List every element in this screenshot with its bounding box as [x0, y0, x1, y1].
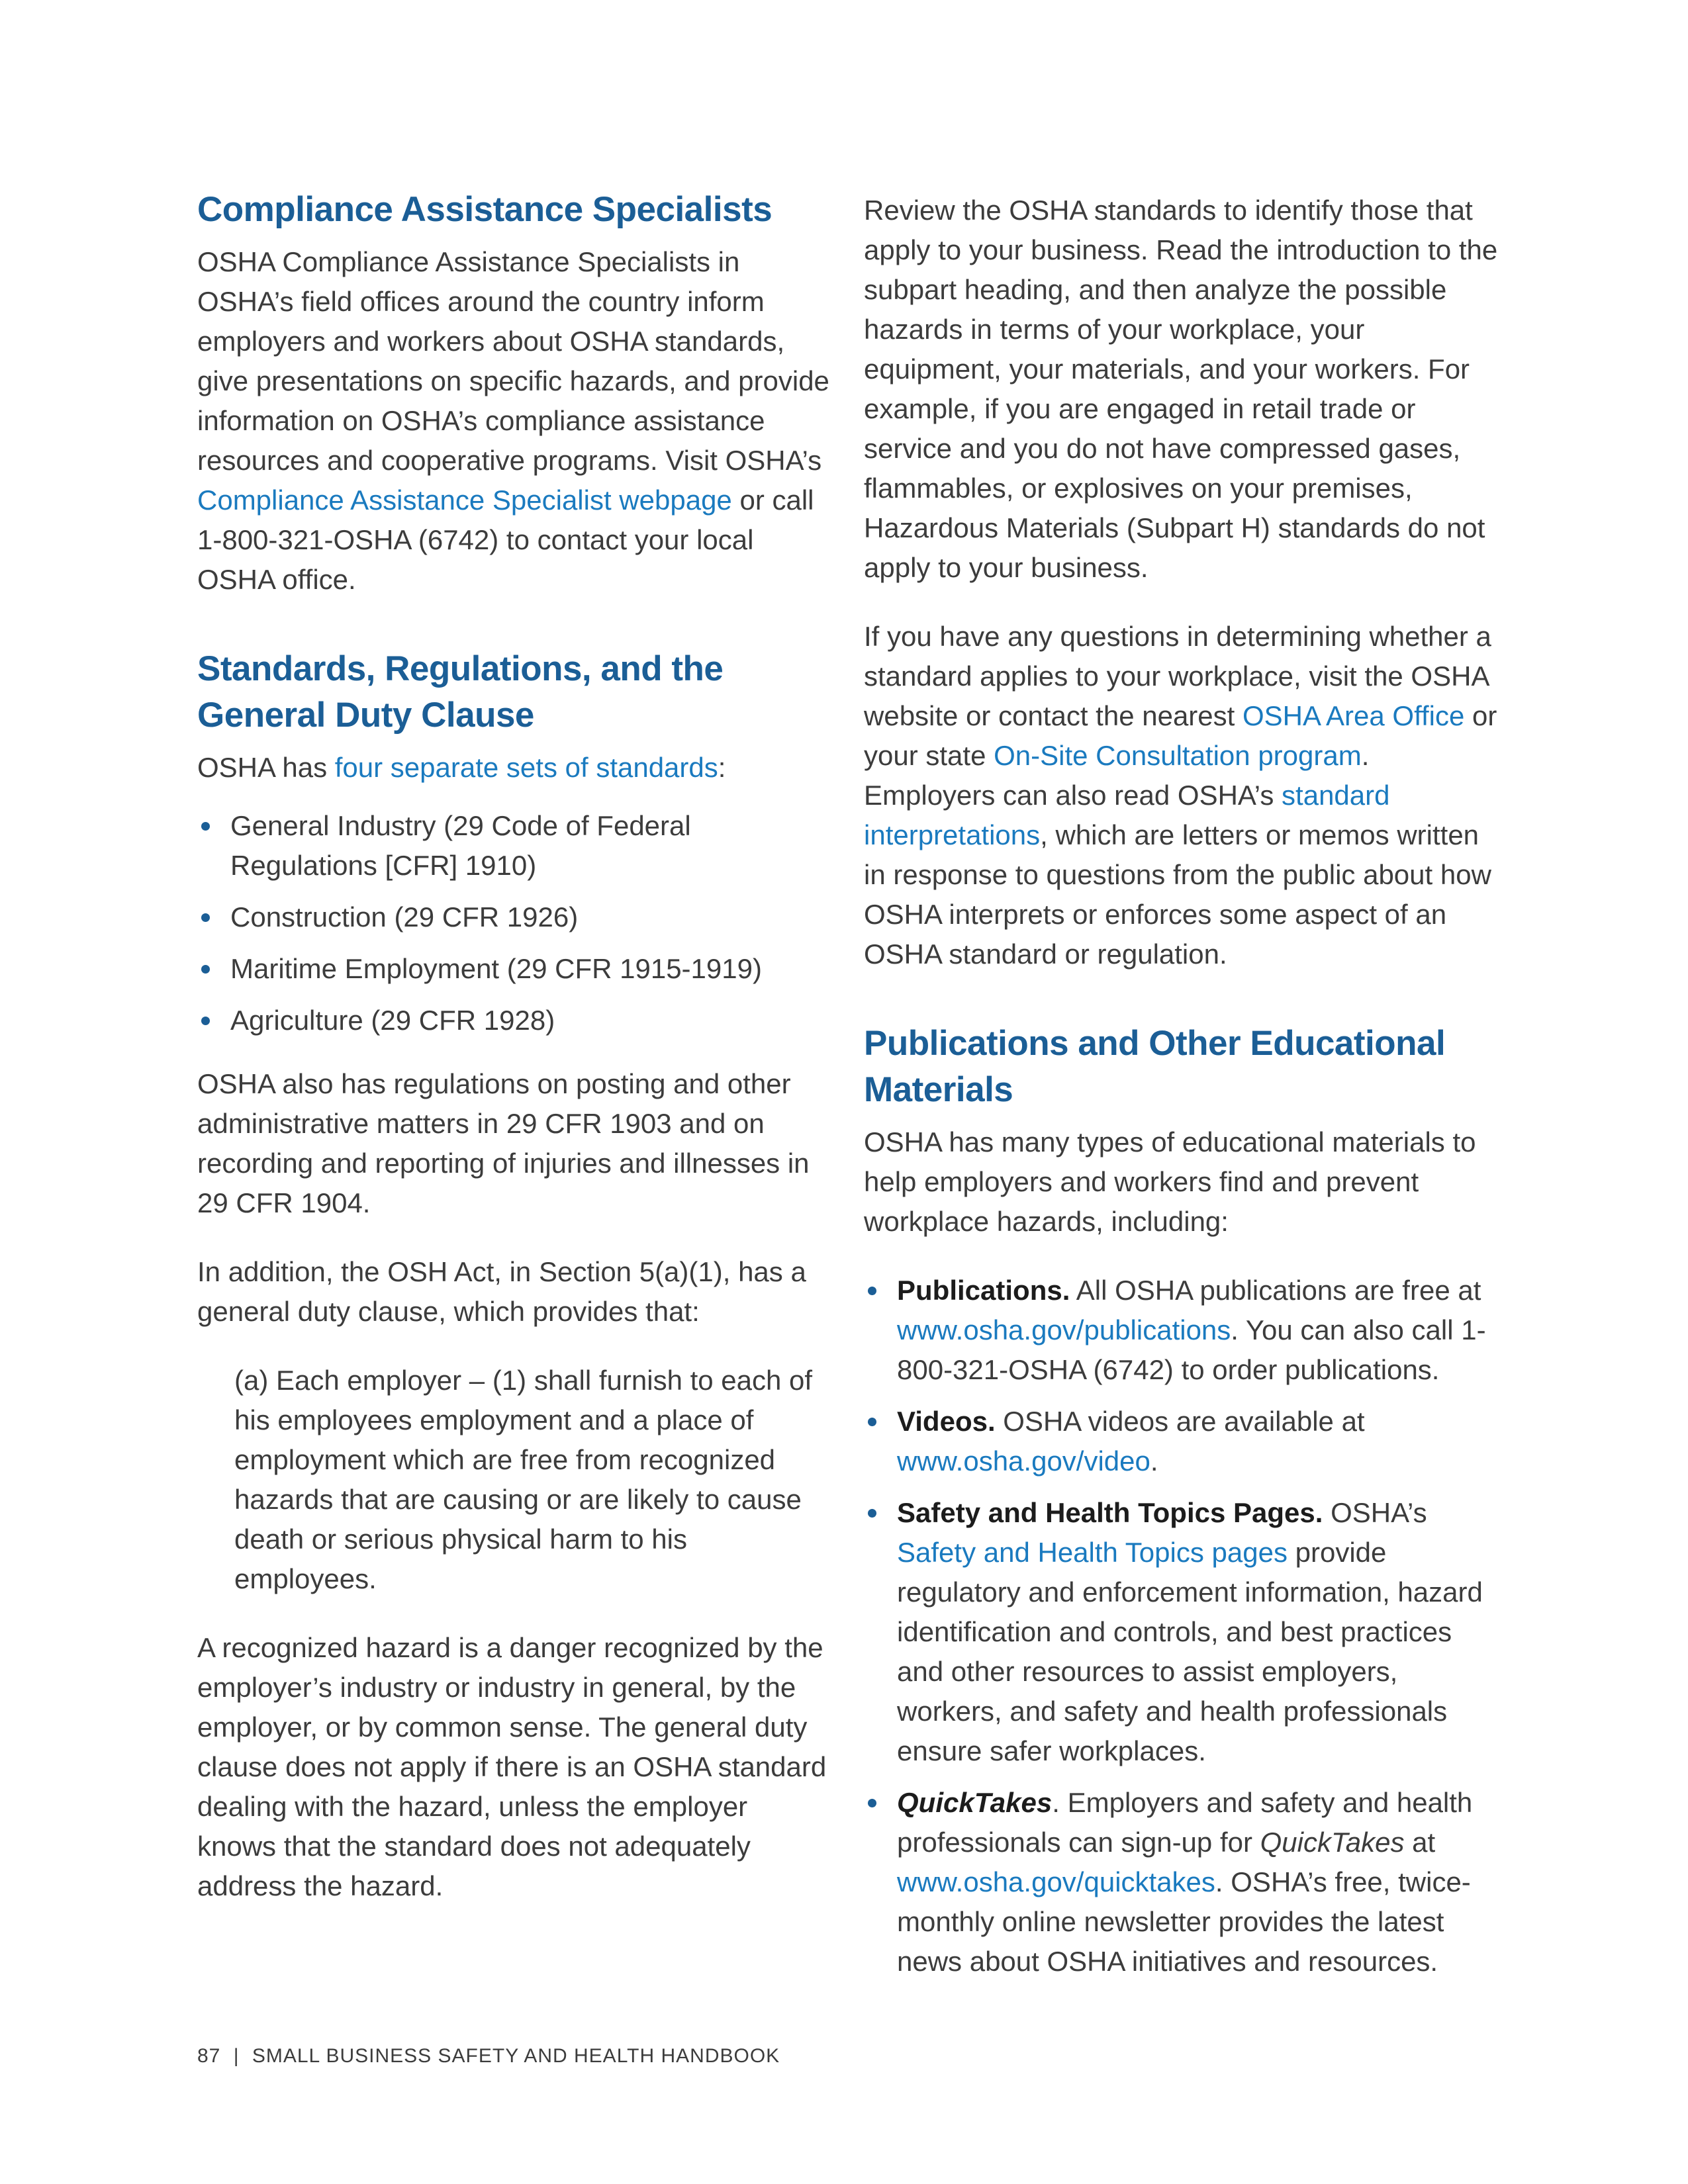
review-standards-paragraph: Review the OSHA standards to identify those that apply to your business. Read the introduction to the subpart heading, and then analyze the possible hazards in terms of your workplace, your equipment, your materials, and your workers. For example, if you are engaged in retail trade or service and you do not have compressed gases, flammables, or explosives on your premises, Hazardous Materials (Subpart H) standards do not apply to your business. — [864, 195, 1498, 583]
materials-list — [864, 1271, 1499, 1981]
footer-separator: | — [233, 2045, 240, 2067]
link-quicktakes[interactable]: www.osha.gov/quicktakes — [897, 1866, 1215, 1897]
regulations-paragraph: OSHA also has regulations on posting and other administrative matters in 29 CFR 1903 and on recording and reporting of injuries and illnesses in 29 CFR 1904. — [197, 1068, 810, 1218]
list-item-videos: Videos. OSHA videos are available at www.osha.gov/video. — [864, 1402, 1499, 1481]
publications-intro: OSHA has many types of educational materials to help employers and workers find and prevent workplace hazards, including: — [864, 1126, 1476, 1237]
list-item-quicktakes: QuickTakes. Employers and safety and health professionals can sign-up for QuickTakes at www.osha.gov/quicktakes. OSHA’s free, twice-monthly online newsletter provides the latest news about OSHA initiatives and resources. — [864, 1783, 1499, 1981]
link-standard-interpretations[interactable]: standard interpretations — [864, 780, 1390, 850]
list-item: Agriculture (29 CFR 1928) — [197, 1001, 833, 1040]
questions-paragraph: If you have any questions in determining whether a standard applies to your workplace, visit the OSHA website or contact the nearest OSHA Area Office or your state On-Site Consultation program. Employers can also read OSHA’s standard interpretations, which are letters or memos written in response to questions from the public about how OSHA interprets or enforces some aspect of an OSHA standard or regulation. — [864, 621, 1497, 970]
link-four-sets[interactable]: four separate sets of standards — [334, 752, 718, 783]
list-item: Maritime Employment (29 CFR 1915-1919) — [197, 949, 833, 989]
osh-act-paragraph: In addition, the OSH Act, in Section 5(a)(1), has a general duty clause, which provides that: — [197, 1256, 806, 1327]
footer-title: SMALL BUSINESS SAFETY AND HEALTH HANDBOOK — [252, 2045, 780, 2067]
left-column — [197, 187, 833, 1935]
standards-list — [197, 806, 833, 1040]
list-item: Construction (29 CFR 1926) — [197, 897, 833, 937]
recognized-hazard-paragraph: A recognized hazard is a danger recognized by the employer’s industry or industry in general, by the employer, or by common sense. The general duty clause does not apply if there is an OSHA standard dealing with the hazard, unless the employer knows that the standard does not adequately address the hazard. — [197, 1632, 827, 1901]
compliance-paragraph: OSHA Compliance Assistance Specialists in OSHA’s field offices around the country inform employers and workers about OSHA standards, give presentations on specific hazards, and provide information on OSHA’s compliance assistance resources and cooperative programs. Visit OSHA’s Compliance Assistance Specialist webpage or call 1-800-321-OSHA (6742) to contact your local OSHA office. — [197, 246, 829, 595]
heading-standards: Standards, Regulations, and the General Duty Clause — [197, 649, 724, 735]
general-duty-quote: (a) Each employer – (1) shall furnish to each of his employees employment and a place of employment which are free from recognized hazards that are causing or are likely to cause death or serious physical harm to his employees. — [234, 1365, 813, 1594]
link-area-office[interactable]: OSHA Area Office — [1242, 700, 1465, 731]
link-video[interactable]: www.osha.gov/video — [897, 1445, 1150, 1477]
link-onsite-consultation[interactable]: On-Site Consultation program — [994, 740, 1362, 771]
link-publications[interactable]: www.osha.gov/publications — [897, 1314, 1231, 1345]
page-number: 87 — [197, 2045, 221, 2067]
link-cas-webpage[interactable]: Compliance Assistance Specialist webpage — [197, 484, 732, 516]
list-item: General Industry (29 Code of Federal Regulations [CFR] 1910) — [197, 806, 833, 886]
heading-publications: Publications and Other Educational Materials — [864, 1024, 1446, 1109]
heading-compliance-assistance: Compliance Assistance Specialists — [197, 190, 773, 229]
list-item-topics: Safety and Health Topics Pages. OSHA’s Safety and Health Topics pages provide regulatory and enforcement information, hazard identification and controls, and best practices and other resources to assist employers, workers, and safety and health professionals ensure safer workplaces. — [864, 1493, 1499, 1771]
link-topics-pages[interactable]: Safety and Health Topics pages — [897, 1537, 1288, 1568]
list-item-publications: Publications. All OSHA publications are free at www.osha.gov/publications. You can also call 1-800-321-OSHA (6742) to order publications. — [864, 1271, 1499, 1390]
right-column — [864, 191, 1499, 2005]
page-footer — [197, 2045, 780, 2068]
standards-intro: OSHA has four separate sets of standards: — [197, 752, 726, 783]
